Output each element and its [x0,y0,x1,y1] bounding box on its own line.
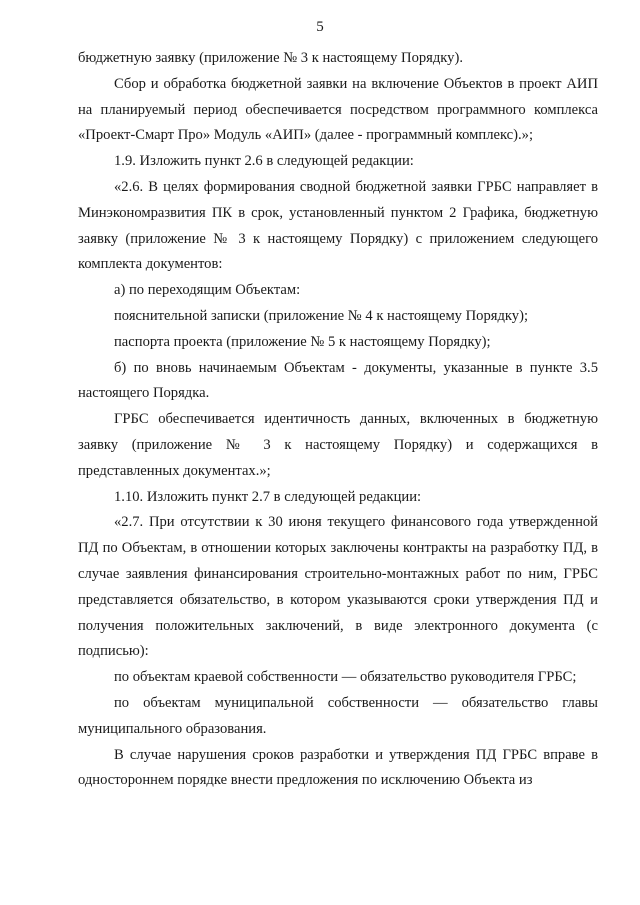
paragraph-7: паспорта проекта (приложение № 5 к настоящему Порядку); [114,333,491,350]
paragraph-6: пояснительной записки (приложение № 4 к настоящему Порядку); [114,307,528,324]
paragraph-1: бюджетную заявку (приложение № 3 к настоящему Порядку). [78,50,463,66]
paragraph-5: а) по переходящим Объектам: [114,282,301,299]
paragraph-11: «2.7. При отсутствии к 30 июня текущего финансового года утвержденной ПД по Объектам, в отношении которых заключены контракты на разработку ПД, в случае заявления финансирования строительно-монтажных работ по ним, ГРБС представляется обязательство, в котором указываются сроки утверждения ПД и получения положительных заключений, в виде электронного документа (с подписью): [78,514,598,660]
paragraph-13: по объектам муниципальной собственности — обязательство главы муниципального образования. [78,694,598,737]
paragraph-8: б) по вновь начинаемым Объектам - документы, указанные в пункте 3.5 настоящего Порядка. [78,359,598,402]
paragraph-14: В случае нарушения сроков разработки и утверждения ПД ГРБС вправе в одностороннем порядке внести предложения по исключению Объекта из [78,746,598,789]
paragraph-4: «2.6. В целях формирования сводной бюджетной заявки ГРБС направляет в Минэкономразвития ПК в срок, установленный пунктом 2 Графика, бюджетную заявку (приложение № 3 к настоящему Порядку) с приложением следующего комплекта документов: [78,178,598,273]
paragraph-3: 1.9. Изложить пункт 2.6 в следующей редакции: [114,153,414,170]
paragraph-2: Сбор и обработка бюджетной заявки на включение Объектов в проект АИП на планируемый период обеспечивается посредством программного комплекса «Проект-Смарт Про» Модуль «АИП» (далее - программный комплекс).»; [78,75,598,144]
page-number: 5 [316,19,324,35]
document-body [78,46,598,794]
paragraph-9: ГРБС обеспечивается идентичность данных, включенных в бюджетную заявку (приложение № 3 к настоящему Порядку) и содержащихся в представленных документах.»; [78,411,598,479]
paragraph-12: по объектам краевой собственности — обязательство руководителя ГРБС; [114,669,577,686]
paragraph-10: 1.10. Изложить пункт 2.7 в следующей редакции: [114,488,422,505]
